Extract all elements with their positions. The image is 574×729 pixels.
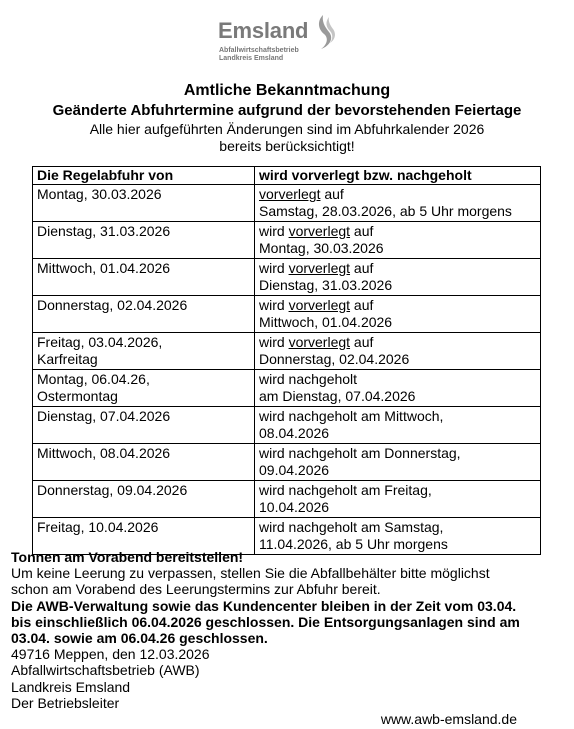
notice-title: Tonnen am Vorabend bereitstellen! xyxy=(11,549,244,565)
column-header-regular: Die Regelabfuhr von xyxy=(33,167,255,185)
change-line-2: 09.04.2026 xyxy=(259,462,330,478)
table-row xyxy=(33,444,541,481)
regular-date-line: Freitag, 03.04.2026, xyxy=(37,334,163,350)
schedule-table xyxy=(32,166,541,555)
regular-date-line: Karfreitag xyxy=(37,351,98,367)
closure-line-3: 03.04. sowie am 06.04.26 geschlossen. xyxy=(11,630,268,647)
change-line-1 xyxy=(259,371,536,388)
change-line-1 xyxy=(259,408,536,425)
table-row xyxy=(33,296,541,333)
regular-date-cell xyxy=(33,444,255,481)
closure-line-2: bis einschließlich 06.04.2026 geschlossen. Die Entsorgungsanlagen sind am xyxy=(11,613,520,630)
regular-date-cell xyxy=(33,407,255,444)
changed-date-cell xyxy=(255,481,541,518)
change-text-pre: wird nachgeholt xyxy=(259,371,358,387)
change-line-2: 08.04.2026 xyxy=(259,425,330,441)
page-title: Amtliche Bekanntmachung xyxy=(183,82,391,99)
change-line-2: 11.04.2026, ab 5 Uhr morgens xyxy=(259,536,448,552)
regular-date-cell xyxy=(33,370,255,407)
changed-date-cell xyxy=(255,370,541,407)
logo-swoosh-icon xyxy=(314,14,336,50)
regular-date-cell xyxy=(33,222,255,259)
changed-date-cell xyxy=(255,407,541,444)
change-line-2: Mittwoch, 01.04.2026 xyxy=(259,314,393,330)
regular-date-line: Mittwoch, 01.04.2026 xyxy=(37,260,171,276)
change-line-1 xyxy=(259,223,536,240)
organization-line-1: Abfallwirtschaftsbetrieb (AWB) xyxy=(11,662,200,679)
change-text-pre: wird xyxy=(259,297,289,313)
column-header-change: wird vorverlegt bzw. nachgeholt xyxy=(255,167,541,185)
table-row xyxy=(33,407,541,444)
change-text-pre: wird nachgeholt am Donnerstag, xyxy=(259,445,461,461)
table-row xyxy=(33,222,541,259)
regular-date-line: Dienstag, 07.04.2026 xyxy=(37,408,171,424)
changed-date-cell xyxy=(255,333,541,370)
change-text-underlined: vorverlegt xyxy=(288,297,351,313)
table-row xyxy=(33,333,541,370)
change-text-pre: wird xyxy=(259,260,289,276)
change-line-1 xyxy=(259,445,536,462)
signer: Der Betriebsleiter xyxy=(11,694,120,711)
notice-line-2: schon am Vorabend des Leerungstermins zur Abfuhr bereit. xyxy=(11,581,381,598)
changed-date-cell xyxy=(255,259,541,296)
change-line-1 xyxy=(259,519,536,536)
regular-date-cell xyxy=(33,185,255,222)
place-date: 49716 Meppen, den 12.03.2026 xyxy=(11,646,210,663)
change-line-1 xyxy=(259,334,536,351)
change-text-pre: wird nachgeholt am Samstag, xyxy=(259,519,444,535)
regular-date-cell xyxy=(33,296,255,333)
change-text-underlined: vorverlegt xyxy=(288,260,351,276)
note-line-2: bereits berücksichtigt! xyxy=(219,138,355,154)
regular-date-line: Mittwoch, 08.04.2026 xyxy=(37,445,171,461)
logo-wordmark: Emsland xyxy=(218,18,309,43)
regular-date-line: Freitag, 10.04.2026 xyxy=(37,519,159,535)
table-header-row xyxy=(33,167,541,185)
regular-date-cell xyxy=(33,333,255,370)
change-text-underlined: vorverlegt xyxy=(288,223,351,239)
changed-date-cell xyxy=(255,222,541,259)
change-line-1 xyxy=(259,297,536,314)
page-subtitle: Geänderte Abfuhrtermine aufgrund der bevorstehenden Feiertage xyxy=(52,102,522,119)
regular-date-cell xyxy=(33,481,255,518)
change-text-post: auf xyxy=(350,260,374,276)
change-text-post: auf xyxy=(350,223,374,239)
table-row xyxy=(33,481,541,518)
regular-date-cell xyxy=(33,259,255,296)
website-link[interactable]: www.awb-emsland.de xyxy=(380,711,517,727)
regular-date-line: Dienstag, 31.03.2026 xyxy=(37,223,171,239)
regular-date-line: Montag, 30.03.2026 xyxy=(37,186,162,202)
change-line-1 xyxy=(259,186,536,203)
change-text-underlined: vorverlegt xyxy=(259,186,321,202)
change-text-pre: wird xyxy=(259,334,289,350)
organization-line-2: Landkreis Emsland xyxy=(11,678,131,695)
regular-date-line: Montag, 06.04.26, xyxy=(37,371,150,387)
table-row xyxy=(33,370,541,407)
awb-logo xyxy=(218,14,348,70)
changed-date-cell xyxy=(255,296,541,333)
change-text-pre: wird nachgeholt am Freitag, xyxy=(259,482,432,498)
table-row xyxy=(33,259,541,296)
change-text-post: auf xyxy=(320,186,344,202)
change-text-pre: wird nachgeholt am Mittwoch, xyxy=(259,408,444,424)
change-line-2: am Dienstag, 07.04.2026 xyxy=(259,388,416,404)
table-row xyxy=(33,185,541,222)
change-line-2: Samstag, 28.03.2026, ab 5 Uhr morgens xyxy=(259,203,512,219)
changed-date-cell xyxy=(255,185,541,222)
notice-line-1: Um keine Leerung zu verpassen, stellen Sie die Abfallbehälter bitte möglichst xyxy=(11,565,490,582)
regular-date-line: Donnerstag, 02.04.2026 xyxy=(37,297,188,313)
changed-date-cell xyxy=(255,444,541,481)
closure-line-1: Die AWB-Verwaltung sowie das Kundencenter bleiben in der Zeit vom 03.04. xyxy=(11,597,517,614)
change-text-underlined: vorverlegt xyxy=(288,334,351,350)
regular-date-line: Ostermontag xyxy=(37,388,118,404)
footer-text xyxy=(11,549,571,711)
change-line-2: 10.04.2026 xyxy=(259,499,330,515)
change-text-post: auf xyxy=(350,334,374,350)
change-line-2: Dienstag, 31.03.2026 xyxy=(259,277,393,293)
change-text-pre: wird xyxy=(259,223,289,239)
change-line-2: Montag, 30.03.2026 xyxy=(259,240,384,256)
change-line-2: Donnerstag, 02.04.2026 xyxy=(259,351,410,367)
note-line-1: Alle hier aufgeführten Änderungen sind im Abfuhrkalender 2026 xyxy=(89,121,485,137)
change-text-post: auf xyxy=(350,297,374,313)
regular-date-line: Donnerstag, 09.04.2026 xyxy=(37,482,188,498)
change-line-1 xyxy=(259,482,536,499)
logo-subline-1: Abfallwirtschaftsbetrieb xyxy=(219,47,299,54)
logo-subline-2: Landkreis Emsland xyxy=(219,55,284,62)
change-line-1 xyxy=(259,260,536,277)
